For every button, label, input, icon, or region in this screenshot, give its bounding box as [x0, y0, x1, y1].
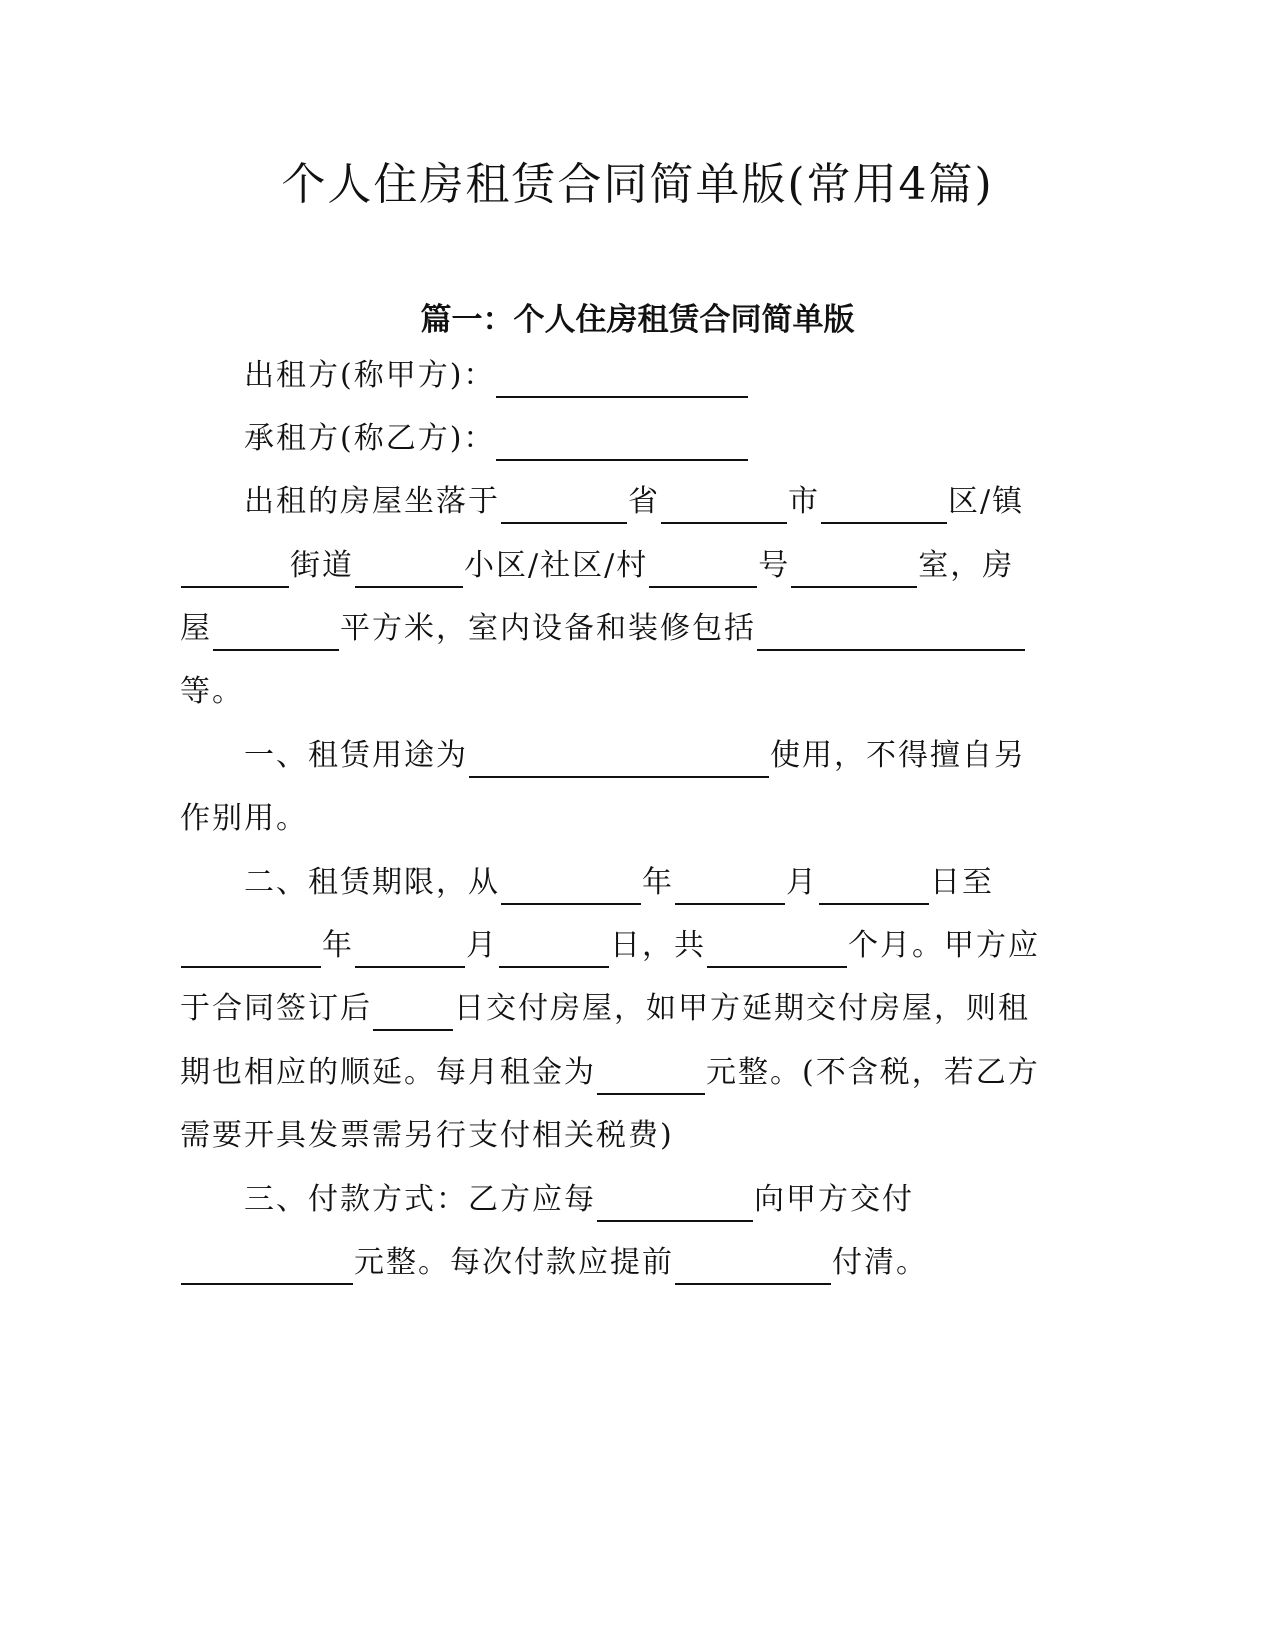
text: 向甲方交付 — [754, 1182, 914, 1217]
rent-blank[interactable] — [597, 1059, 705, 1095]
text: 一、租赁用途为 — [244, 738, 468, 773]
lessor-blank[interactable] — [496, 362, 748, 398]
text: 使用，不得擅自另 — [770, 738, 1026, 773]
address-line-2 — [180, 544, 1014, 588]
text: 室，房 — [918, 548, 1015, 583]
text: 期也相应的顺延。每月租金为 — [180, 1055, 596, 1090]
address-line-4 — [180, 670, 244, 714]
lessor-label: 出租方(称甲方)： — [244, 358, 496, 393]
text: 市 — [788, 484, 820, 519]
advance-blank[interactable] — [675, 1249, 831, 1285]
end-day-blank[interactable] — [499, 932, 609, 968]
payment-line-2 — [180, 1241, 928, 1285]
lessee-line — [244, 417, 749, 461]
start-year-blank[interactable] — [501, 869, 641, 905]
payment-line-1 — [244, 1178, 914, 1222]
community-blank[interactable] — [355, 552, 463, 588]
street-blank[interactable] — [181, 552, 289, 588]
text: 三、付款方式：乙方应每 — [244, 1182, 596, 1217]
city-blank[interactable] — [661, 488, 787, 524]
term-line-3 — [180, 987, 1030, 1031]
delivery-days-blank[interactable] — [373, 995, 453, 1031]
months-blank[interactable] — [707, 932, 847, 968]
text: 等。 — [180, 674, 244, 709]
text: 日至 — [930, 865, 994, 900]
section-title: 篇一：个人住房租赁合同简单版 — [420, 302, 855, 338]
text: 月 — [786, 865, 818, 900]
text: 年 — [322, 928, 354, 963]
room-blank[interactable] — [791, 552, 917, 588]
text: 平方米，室内设备和装修包括 — [340, 611, 756, 646]
text: 二、租赁期限，从 — [244, 865, 500, 900]
address-line-3 — [180, 607, 1026, 651]
end-month-blank[interactable] — [355, 932, 465, 968]
purpose-line-1 — [244, 734, 1026, 778]
document-title: 个人住房租赁合同简单版(常用4篇) — [281, 159, 994, 210]
text: 日，共 — [610, 928, 706, 963]
text: 月 — [466, 928, 498, 963]
text: 个月。甲方应 — [848, 928, 1040, 963]
payment-amount-blank[interactable] — [181, 1249, 353, 1285]
text: 年 — [642, 865, 674, 900]
area-blank[interactable] — [213, 615, 339, 651]
lessor-line — [244, 354, 749, 398]
start-day-blank[interactable] — [819, 869, 929, 905]
lessee-label: 承租方(称乙方)： — [244, 421, 496, 456]
number-blank[interactable] — [649, 552, 757, 588]
text: 作别用。 — [180, 801, 308, 836]
text: 元整。每次付款应提前 — [354, 1245, 674, 1280]
purpose-blank[interactable] — [469, 742, 769, 778]
district-blank[interactable] — [821, 488, 947, 524]
text: 需要开具发票需另行支付相关税费) — [180, 1118, 674, 1153]
term-line-2 — [180, 924, 1040, 968]
text: 出租的房屋坐落于 — [244, 484, 500, 519]
text: 元整。(不含税，若乙方 — [706, 1055, 1040, 1090]
text: 省 — [628, 484, 660, 519]
text: 于合同签订后 — [180, 991, 372, 1026]
province-blank[interactable] — [501, 488, 627, 524]
address-line-1 — [244, 480, 1024, 524]
text: 屋 — [180, 611, 212, 646]
term-line-5 — [180, 1114, 674, 1158]
term-line-1 — [244, 861, 994, 905]
text: 区/镇 — [948, 484, 1025, 519]
term-line-4 — [180, 1051, 1040, 1095]
equipment-blank[interactable] — [757, 615, 1025, 651]
purpose-line-2 — [180, 797, 308, 841]
lessee-blank[interactable] — [496, 425, 748, 461]
text: 街道 — [290, 548, 354, 583]
text: 号 — [758, 548, 791, 583]
start-month-blank[interactable] — [675, 869, 785, 905]
end-year-blank[interactable] — [181, 932, 321, 968]
text: 付清。 — [832, 1245, 928, 1280]
text: 日交付房屋，如甲方延期交付房屋，则租 — [454, 991, 1030, 1026]
payment-period-blank[interactable] — [597, 1186, 753, 1222]
text: 小区/社区/村 — [464, 548, 649, 583]
